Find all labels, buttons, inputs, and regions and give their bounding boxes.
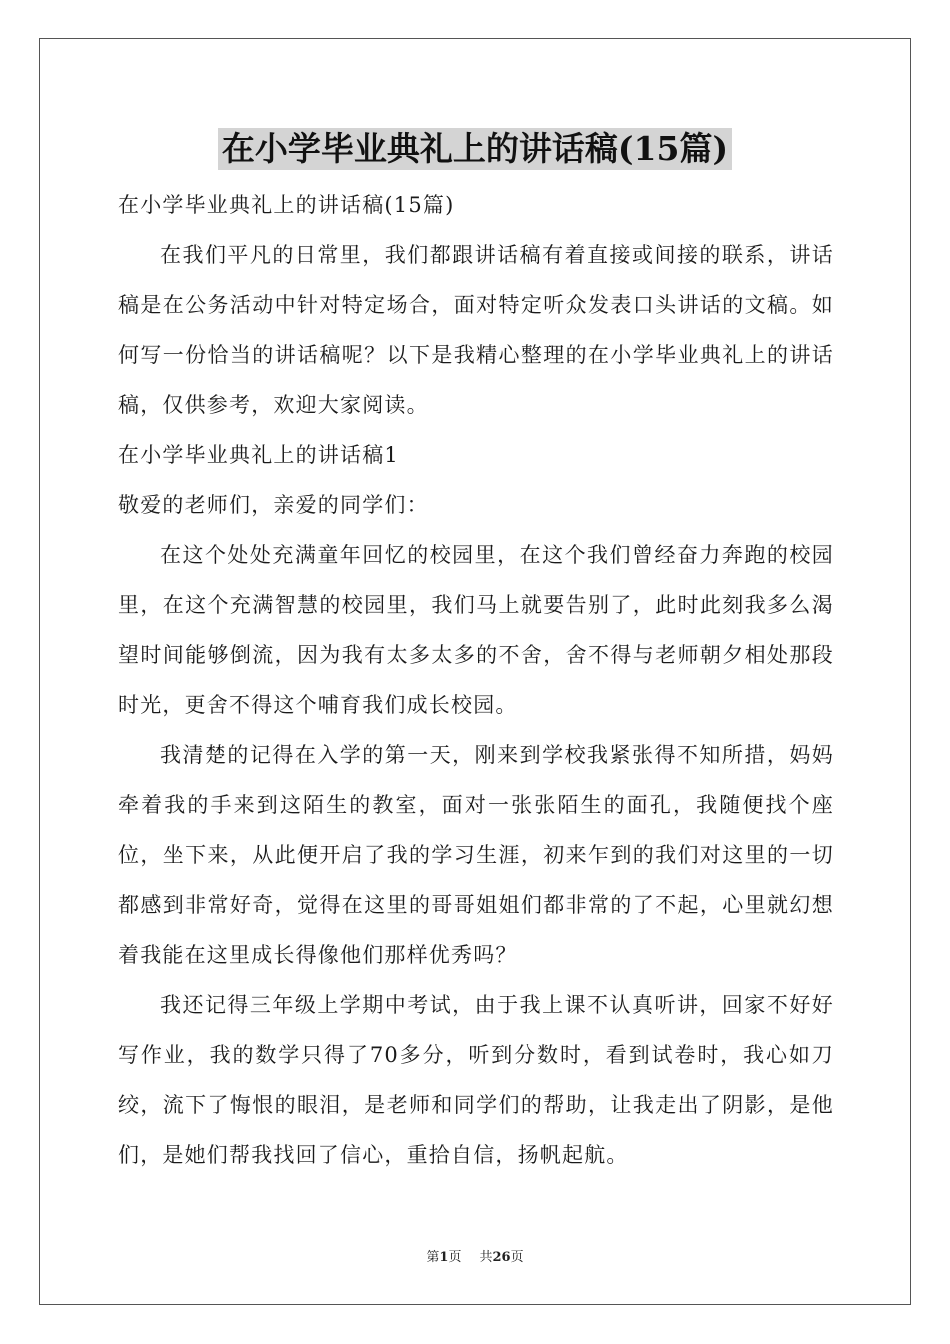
- document-title: 在小学毕业典礼上的讲话稿(15篇): [218, 128, 732, 170]
- body-paragraph: 我清楚的记得在入学的第一天，刚来到学校我紧张得不知所措，妈妈牵着我的手来到这陌生的教室，面对一张张陌生的面孔，我随便找个座位，坐下来，从此便开启了我的学习生涯，初来乍到的我们对这里的一切都感到非常好奇，觉得在这里的哥哥姐姐们都非常的了不起，心里就幻想着我能在这里成长得像他们那样优秀吗？: [118, 743, 834, 967]
- document-body: [118, 180, 834, 1180]
- page-prefix: 第: [426, 1250, 440, 1265]
- section-heading: 在小学毕业典礼上的讲话稿1: [118, 443, 399, 467]
- intro-paragraph: 在我们平凡的日常里，我们都跟讲话稿有着直接或间接的联系，讲话稿是在公务活动中针对特定场合，面对特定听众发表口头讲话的文稿。如何写一份恰当的讲话稿呢？以下是我精心整理的在小学毕业典礼上的讲话稿，仅供参考，欢迎大家阅读。: [118, 243, 834, 417]
- subtitle-line: 在小学毕业典礼上的讲话稿(15篇): [118, 193, 455, 217]
- body-paragraph: 我还记得三年级上学期中考试，由于我上课不认真听讲，回家不好好写作业，我的数学只得了70多分，听到分数时，看到试卷时，我心如刀绞，流下了悔恨的眼泪，是老师和同学们的帮助，让我走出了阴影，是他们，是她们帮我找回了信心，重拾自信，扬帆起航。: [118, 993, 834, 1167]
- total-suffix: 页: [510, 1250, 524, 1265]
- total-prefix: 共: [479, 1250, 493, 1265]
- page-footer: [0, 1246, 950, 1265]
- page-number: 1: [439, 1250, 449, 1265]
- salutation: 敬爱的老师们，亲爱的同学们：: [118, 493, 429, 517]
- page-suffix: 页: [448, 1250, 462, 1265]
- title-container: [0, 128, 950, 170]
- page-total: 26: [492, 1250, 511, 1265]
- body-paragraph: 在这个处处充满童年回忆的校园里，在这个我们曾经奋力奔跑的校园里，在这个充满智慧的校园里，我们马上就要告别了，此时此刻我多么渴望时间能够倒流，因为我有太多太多的不舍，舍不得与老师朝夕相处那段时光，更舍不得这个哺育我们成长校园。: [118, 543, 834, 717]
